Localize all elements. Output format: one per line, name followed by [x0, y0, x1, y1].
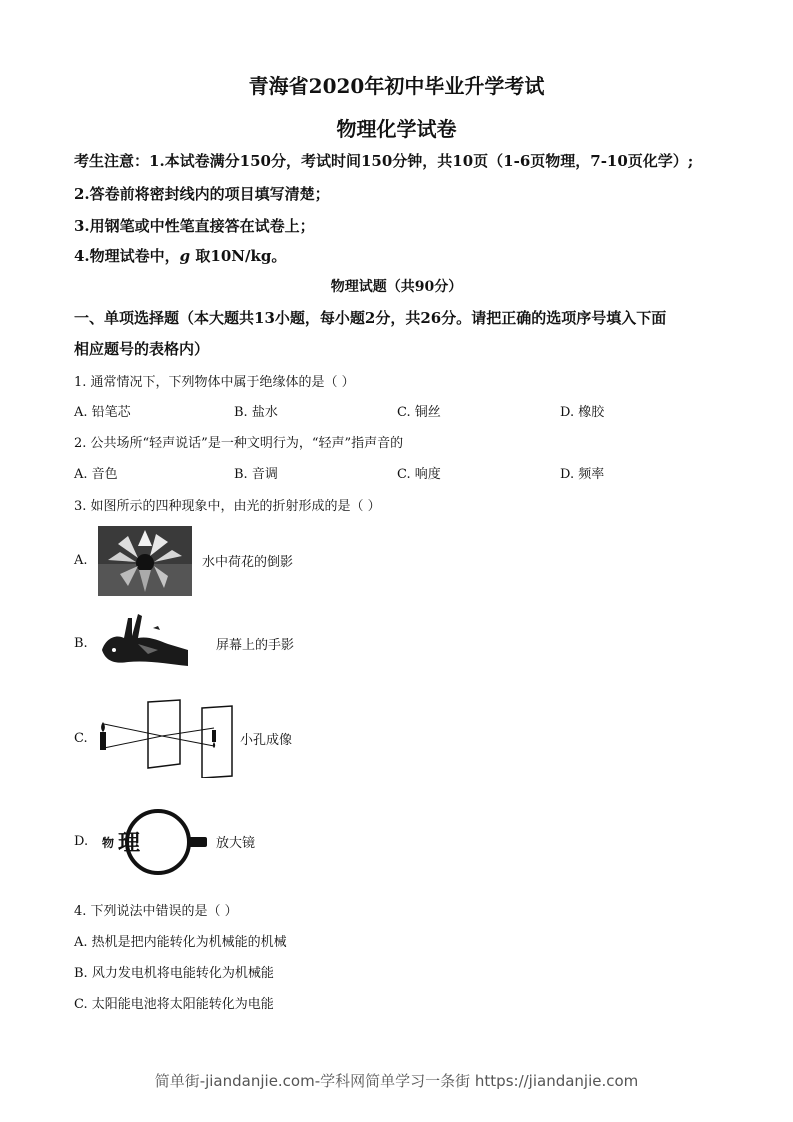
q3-option-c-letter: C. [74, 731, 88, 746]
q3-option-a-letter: A. [74, 553, 88, 568]
question-1-stem: 1. 通常情况下，下列物体中属于绝缘体的是（ ） [74, 375, 355, 390]
notice-line-4-post: 取10N/kg。 [190, 247, 287, 265]
q3-option-b-caption: 屏幕上的手影 [216, 638, 295, 653]
q1-option-d: D. 橡胶 [560, 405, 605, 420]
notice-line-3: 3.用钢笔或中性笔直接答在试卷上； [74, 217, 315, 235]
part1-heading-line-2: 相应题号的表格内） [74, 340, 210, 358]
q1-option-a: A. 铅笔芯 [74, 405, 131, 420]
q3-option-b-letter: B. [74, 636, 88, 651]
notice-line-4-pre: 4.物理试卷中， [74, 247, 180, 265]
q2-option-a: A. 音色 [74, 467, 118, 482]
q2-option-d: D. 频率 [560, 467, 605, 482]
question-2-stem: 2. 公共场所“轻声说话”是一种文明行为，“轻声”指声音的 [74, 436, 404, 451]
q1-option-c: C. 铜丝 [397, 405, 441, 420]
lens-text-magnified: 理 [118, 830, 141, 856]
part1-heading-line-1: 一、单项选择题（本大题共13小题，每小题2分，共26分。请把正确的选项序号填入下面 [74, 309, 667, 327]
lens-text-small: 物 [102, 836, 115, 850]
magnifying-glass-image [98, 806, 210, 878]
exam-title: 青海省2020年初中毕业升学考试 [248, 74, 545, 98]
notice-line-1: 考生注意：1.本试卷满分150分，考试时间150分钟，共10页（1-6页物理，7-10页化学）; [74, 152, 694, 170]
hand-shadow-image [98, 610, 192, 672]
q1-option-b: B. 盐水 [234, 405, 278, 420]
q2-option-b: B. 音调 [234, 467, 278, 482]
q2-option-c: C. 响度 [397, 467, 441, 482]
q3-option-c-caption: 小孔成像 [240, 733, 293, 748]
q3-option-a-caption: 水中荷花的倒影 [202, 555, 294, 570]
q3-option-d-letter: D. [74, 834, 89, 849]
notice-line-2: 2.答卷前将密封线内的项目填写清楚； [74, 185, 330, 203]
q3-option-d-caption: 放大镜 [216, 836, 256, 851]
q4-option-a: A. 热机是把内能转化为机械能的机械 [74, 935, 287, 950]
notice-line-4-g: g [179, 247, 191, 265]
question-4-stem: 4. 下列说法中错误的是（ ） [74, 904, 238, 919]
footer-text: 简单街-jiandanjie.com-学科网简单学习一条街 https://jiandanjie.com [154, 1072, 639, 1090]
question-3-stem: 3. 如图所示的四种现象中，由光的折射形成的是（ ） [74, 499, 381, 514]
q4-option-c: C. 太阳能电池将太阳能转化为电能 [74, 997, 274, 1012]
section-title: 物理试题（共90分） [330, 279, 463, 295]
exam-subtitle: 物理化学试卷 [336, 117, 457, 141]
notice-line-4 [74, 245, 286, 266]
lotus-reflection-image [98, 526, 192, 596]
q4-option-b: B. 风力发电机将电能转化为机械能 [74, 966, 274, 981]
pinhole-camera-diagram [96, 698, 238, 778]
